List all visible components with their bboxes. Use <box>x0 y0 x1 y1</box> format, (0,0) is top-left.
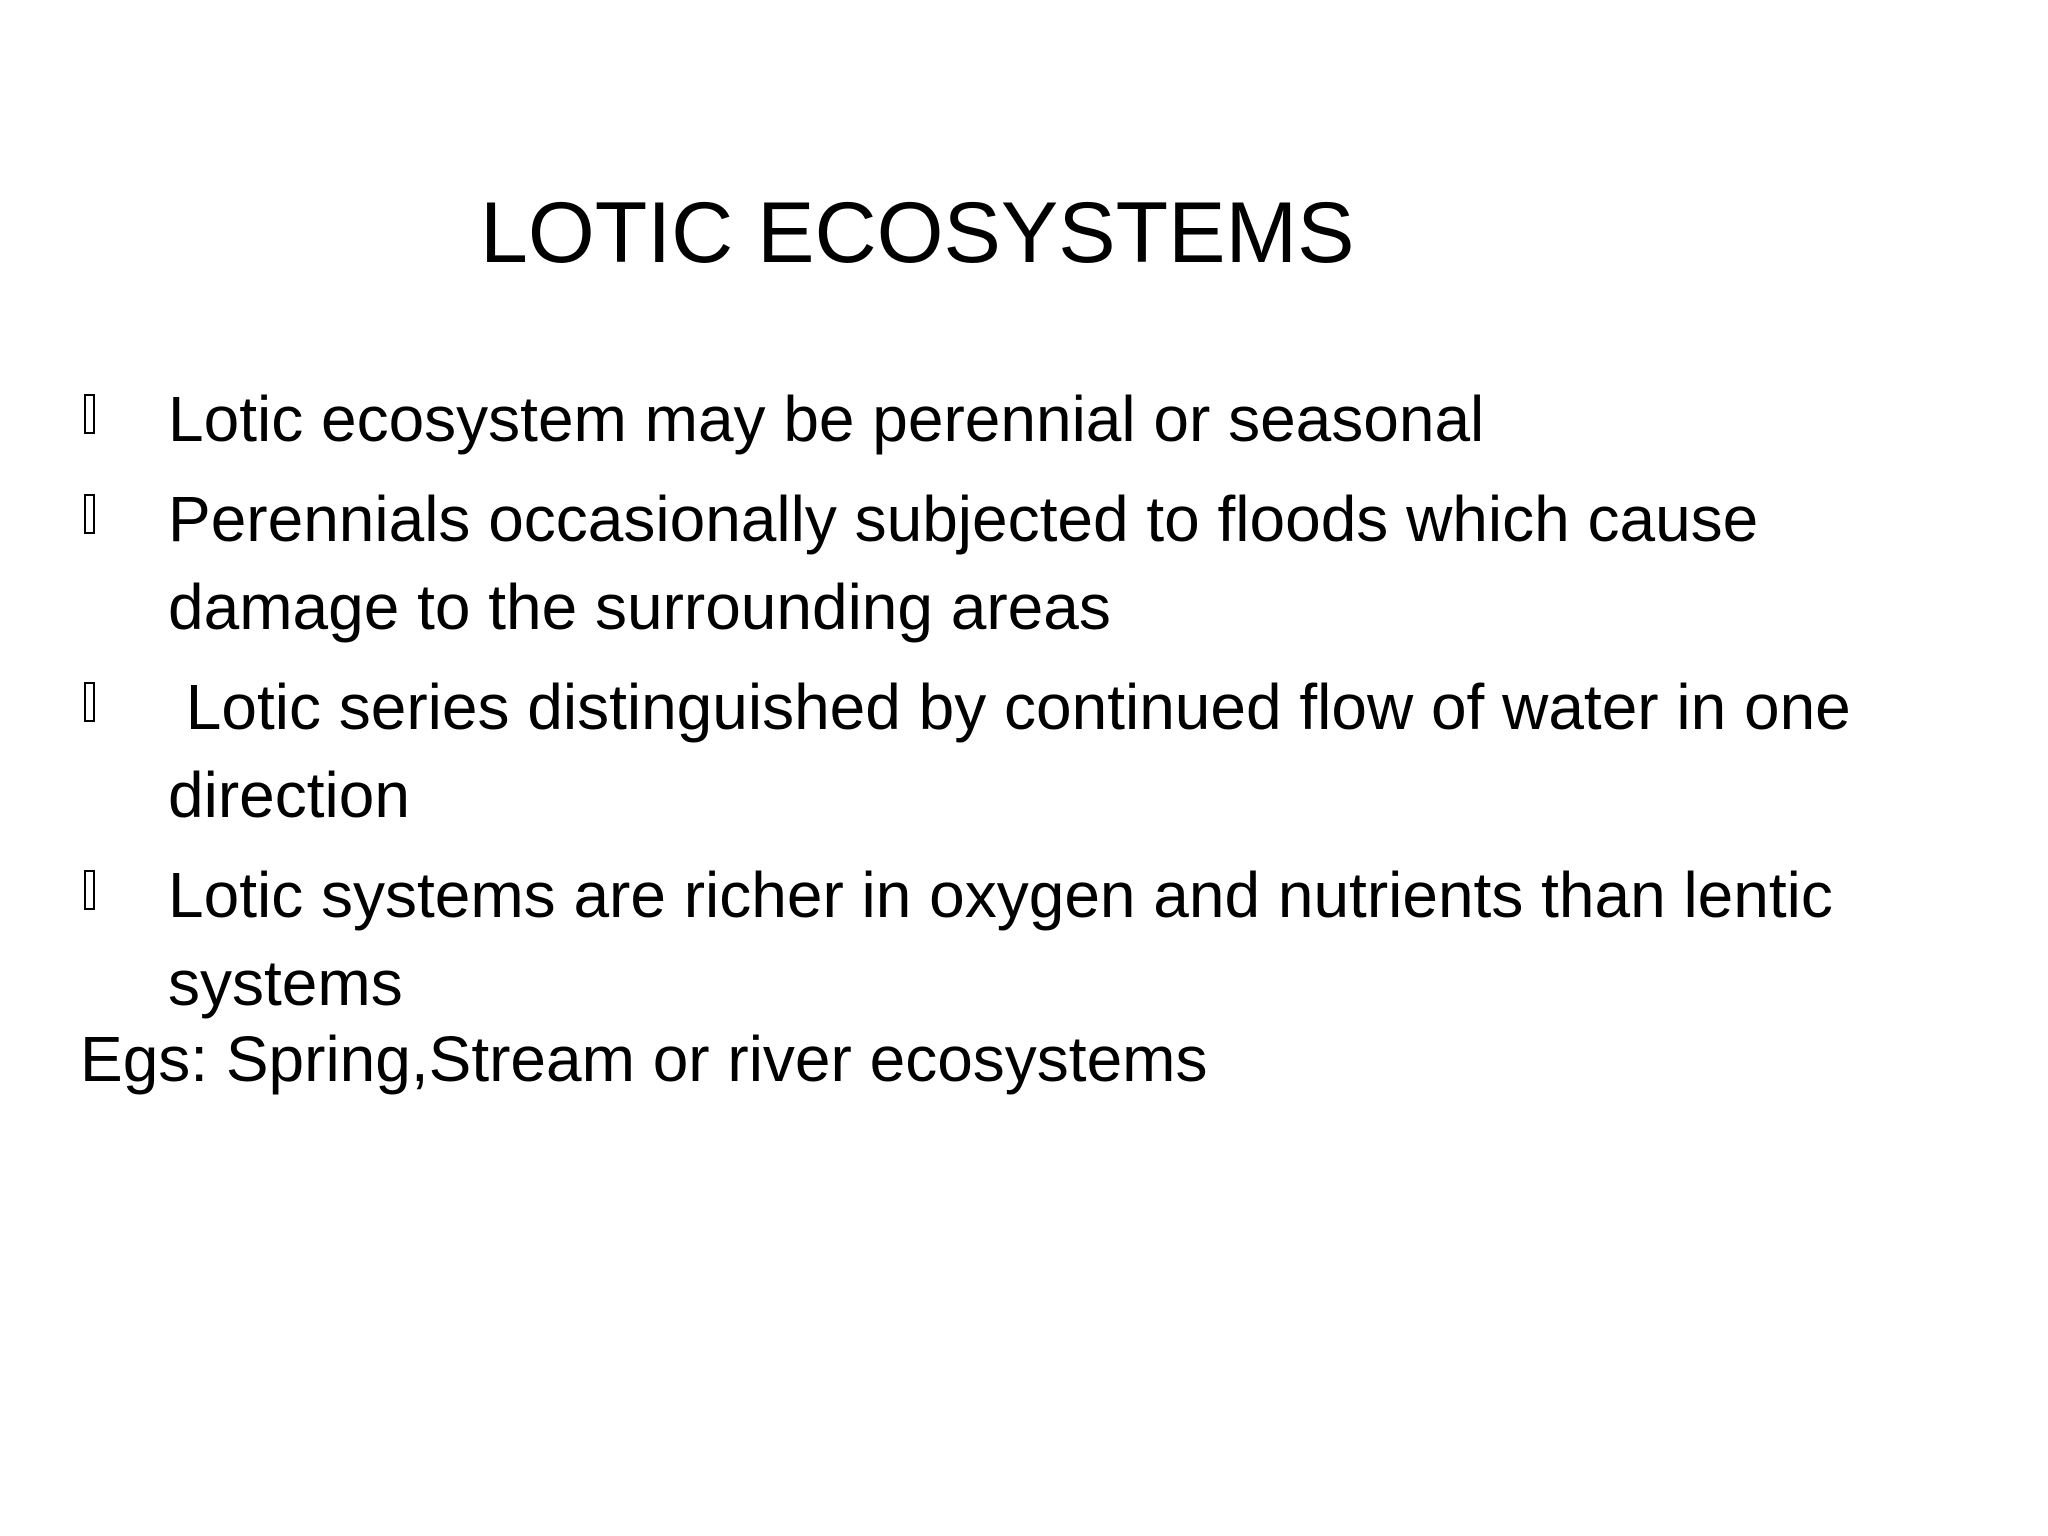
hollow-rectangle-bullet-icon <box>84 394 95 434</box>
bullet-list <box>80 375 2000 1039</box>
slide-title: LOTIC ECOSYSTEMS <box>480 185 1355 281</box>
bullet-item <box>80 851 2000 1027</box>
hollow-rectangle-bullet-icon <box>84 870 95 910</box>
hollow-rectangle-bullet-icon <box>84 494 95 534</box>
bullet-item <box>80 375 2000 463</box>
bullet-text: Perennials occasionally subjected to floods which cause damage to the surrounding areas <box>168 483 1777 643</box>
bullet-text: Lotic ecosystem may be perennial or seasonal <box>168 383 1485 455</box>
bullet-item <box>80 663 2000 839</box>
hollow-rectangle-bullet-icon <box>84 682 95 722</box>
bullet-item <box>80 475 2000 651</box>
bullet-text: Lotic systems are richer in oxygen and nutrients than lentic systems <box>168 859 1851 1019</box>
bullet-text: Lotic series distinguished by continued flow of water in one direction <box>168 671 1869 831</box>
examples-line: Egs: Spring,Stream or river ecosystems <box>80 1023 1208 1095</box>
